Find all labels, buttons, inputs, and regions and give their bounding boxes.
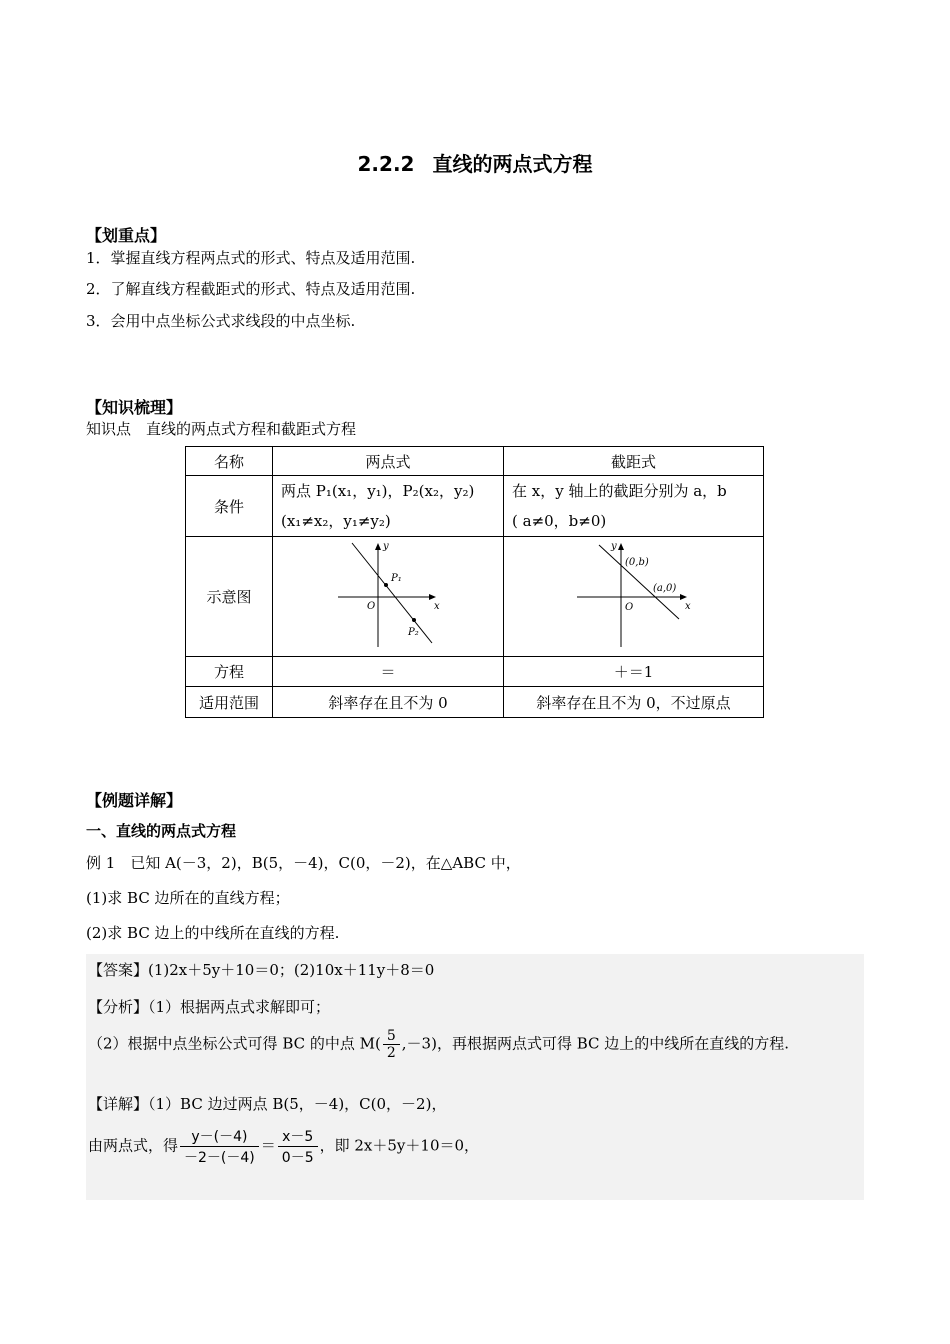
knowledge-heading: 【知识梳理】 [86,398,183,417]
a-intercept-label: (a,0) [652,582,676,594]
y-arrow [618,543,624,550]
table-cond-two-point [273,476,504,537]
midpoint-fraction-den: 2 [386,1045,396,1061]
example-1 [86,852,521,873]
table-header-intercept: 截距式 [504,447,764,476]
midpoint-fraction [383,1028,400,1061]
y-label: y [610,540,617,552]
question-1: (1)求 BC 边所在的直线方程； [86,889,290,907]
table-range-two-point: 斜率存在且不为 0 [273,687,504,718]
x-label: x [684,600,691,612]
x-arrow [680,594,687,600]
examples-heading: 【例题详解】 [86,791,183,810]
intercept-diagram [569,539,699,651]
focus-item-3: 3．会用中点坐标公式求线段的中点坐标. [86,312,356,330]
example-1-label: 例 1 [86,854,116,872]
analysis-1: 【分析】（1）根据两点式求解即可； [88,998,331,1016]
fraction-2-den: 0－5 [281,1150,314,1166]
fraction-1 [180,1126,259,1167]
table-diagram-label: 示意图 [186,537,273,657]
cond-two-line2: (x₁≠x₂，y₁≠y₂) [281,512,391,530]
answer: 【答案】(1)2x＋5y＋10＝0；(2)10x＋11y＋8＝0 [88,961,435,979]
analysis-2-post: ，再根据两点式可得 BC 边上的中线所在直线的方程. [436,1034,790,1053]
question-2: (2)求 BC 边上的中线所在直线的方程. [86,924,340,942]
cond-two-line1: 两点 P₁(x₁，y₁)，P₂(x₂，y₂) [281,482,475,500]
table-eq-label: 方程 [186,657,273,687]
table-range-label: 适用范围 [186,687,273,718]
table-cond-intercept [504,476,764,537]
equals-sign: ＝ [260,1136,276,1155]
point-p1 [384,583,388,587]
table-eq-two-point: ＝ [273,657,504,687]
focus-heading: 【划重点】 [86,226,167,245]
cond-int-line2: ( a≠0，b≠0) [512,512,607,530]
detail-2 [88,1126,479,1167]
title-text: 直线的两点式方程 [432,152,593,176]
focus-item-1: 1．掌握直线方程两点式的形式、特点及适用范围. [86,249,416,267]
line-through-points [352,540,432,643]
detail-2-pre: 由两点式，得 [88,1136,179,1155]
two-point-diagram [328,539,448,651]
analysis-2-mid: ,－3) [401,1034,437,1053]
page-title [0,148,950,177]
examples-subheading: 一、直线的两点式方程 [86,822,237,840]
fraction-2-num: x－5 [278,1126,318,1147]
fraction-2 [278,1126,318,1167]
title-number: 2.2.2 [357,152,415,176]
detail-2-post: ，即 2x＋5y＋10＝0， [319,1136,480,1155]
fraction-1-num: y－(－4) [180,1126,259,1147]
table-diagram-two-point [273,537,504,657]
b-intercept-label: (0,b) [624,556,649,568]
point-p2 [412,618,416,622]
origin-label: O [367,600,376,612]
table-cond-label: 条件 [186,476,273,537]
analysis-2-pre: （2）根据中点坐标公式可得 BC 的中点 M( [88,1034,381,1053]
example-1-text: 已知 A(－3，2)，B(5，－4)，C(0，－2)，在△ABC 中， [115,854,521,872]
y-arrow [375,543,381,550]
p1-label: P₁ [391,572,402,584]
table-header-name: 名称 [186,447,273,476]
fraction-1-den: －2－(－4) [184,1150,255,1166]
knowledge-point: 知识点 直线的两点式方程和截距式方程 [86,420,357,438]
y-label: y [383,540,389,552]
focus-item-2: 2．了解直线方程截距式的形式、特点及适用范围. [86,280,416,298]
p2-label: P₂ [408,626,419,638]
detail-1: 【详解】（1）BC 边过两点 B(5，－4)，C(0，－2)， [88,1095,447,1113]
midpoint-fraction-num: 5 [383,1028,400,1045]
analysis-2 [88,1028,789,1061]
x-arrow [429,594,436,600]
cond-int-line1: 在 x，y 轴上的截距分别为 a，b [512,482,727,500]
knowledge-table [185,446,764,718]
table-range-intercept: 斜率存在且不为 0，不过原点 [504,687,764,718]
origin-label: O [624,601,633,613]
table-eq-intercept: ＋＝1 [504,657,764,687]
x-label: x [434,600,440,612]
table-header-two-point: 两点式 [273,447,504,476]
table-diagram-intercept [504,537,764,657]
